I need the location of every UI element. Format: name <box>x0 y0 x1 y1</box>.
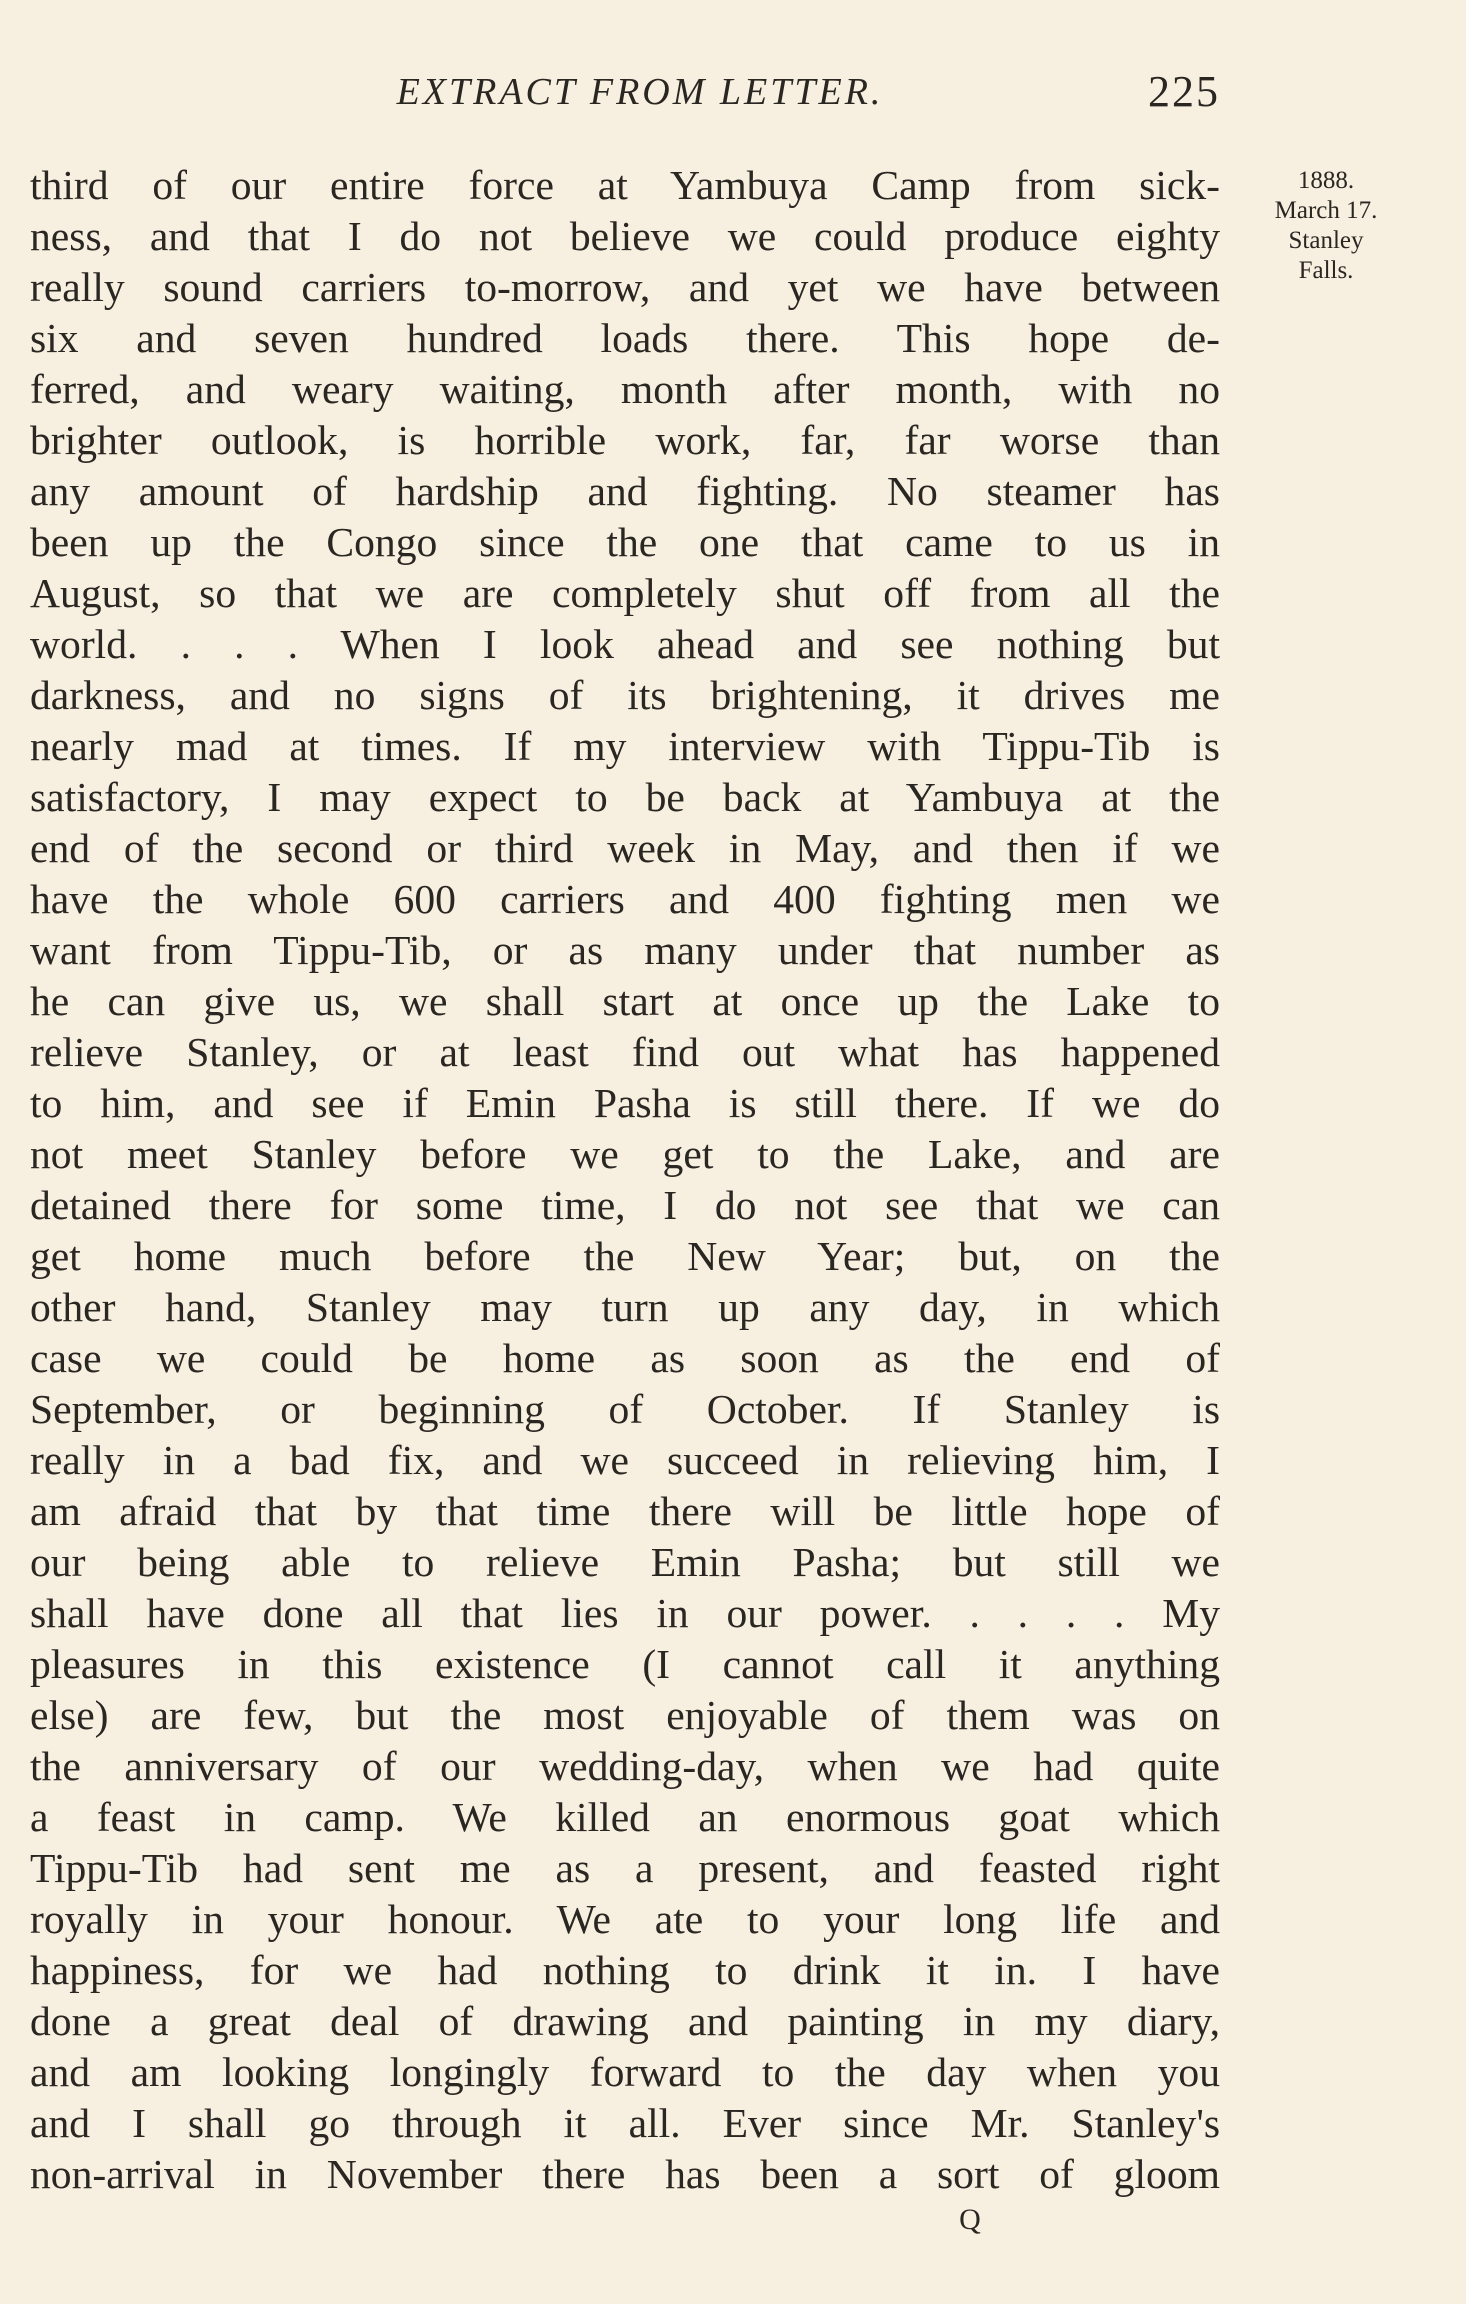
text-line: else) are few, but the most enjoyable of them was on <box>30 1692 1220 1738</box>
text-line: six and seven hundred loads there. This hope de- <box>30 315 1220 361</box>
text-line: to him, and see if Emin Pasha is still there. If we do <box>30 1080 1220 1126</box>
text-line: brighter outlook, is horrible work, far, far worse than <box>30 417 1220 463</box>
text-line: royally in your honour. We ate to your long life and <box>30 1896 1220 1942</box>
body-text <box>30 160 1220 2200</box>
text-line: really sound carriers to-morrow, and yet we have between <box>30 264 1220 310</box>
text-line: August, so that we are completely shut off from all the <box>30 570 1220 616</box>
page-number: 225 <box>1148 67 1220 116</box>
text-line: and I shall go through it all. Ever since Mr. Stanley's <box>30 2100 1220 2146</box>
text-line: and am looking longingly forward to the day when you <box>30 2049 1220 2095</box>
text-line: September, or beginning of October. If Stanley is <box>30 1386 1220 1432</box>
text-line: nearly mad at times. If my interview with Tippu-Tib is <box>30 723 1220 769</box>
running-title: EXTRACT FROM LETTER. <box>396 71 884 113</box>
signature-mark: Q <box>959 2203 981 2236</box>
text-line: third of our entire force at Yambuya Camp from sick- <box>30 162 1220 208</box>
text-line: relieve Stanley, or at least find out what has happened <box>30 1029 1220 1075</box>
text-line: done a great deal of drawing and painting in my diary, <box>30 1998 1220 2044</box>
text-line: other hand, Stanley may turn up any day, in which <box>30 1284 1220 1330</box>
text-line: really in a bad fix, and we succeed in relieving him, I <box>30 1437 1220 1483</box>
text-line: ferred, and weary waiting, month after month, with no <box>30 366 1220 412</box>
text-line: world. . . . When I look ahead and see nothing but <box>30 621 1220 667</box>
text-line: detained there for some time, I do not see that we can <box>30 1182 1220 1228</box>
sidenote-year: 1888. <box>1297 167 1355 194</box>
text-line: shall have done all that lies in our power. . . . . My <box>30 1590 1220 1636</box>
text-line: darkness, and no signs of its brightening, it drives me <box>30 672 1220 718</box>
text-line: Tippu-Tib had sent me as a present, and feasted right <box>30 1845 1220 1891</box>
text-line: get home much before the New Year; but, on the <box>30 1233 1220 1279</box>
text-line: satisfactory, I may expect to be back at Yambuya at the <box>30 774 1220 820</box>
text-line: happiness, for we had nothing to drink it in. I have <box>30 1947 1220 1993</box>
text-line: pleasures in this existence (I cannot call it anything <box>30 1641 1220 1687</box>
text-line: the anniversary of our wedding-day, when we had quite <box>30 1743 1220 1789</box>
sidenote-place-1: Stanley <box>1288 227 1364 254</box>
text-line: ness, and that I do not believe we could produce eighty <box>30 213 1220 259</box>
text-line: not meet Stanley before we get to the Lake, and are <box>30 1131 1220 1177</box>
text-line: want from Tippu-Tib, or as many under that number as <box>30 927 1220 973</box>
text-line: end of the second or third week in May, and then if we <box>30 825 1220 871</box>
text-line: our being able to relieve Emin Pasha; but still we <box>30 1539 1220 1585</box>
text-line: have the whole 600 carriers and 400 fighting men we <box>30 876 1220 922</box>
sidenote-date: March 17. <box>1274 197 1378 224</box>
sidenote-place-2: Falls. <box>1298 257 1354 284</box>
text-line: he can give us, we shall start at once up the Lake to <box>30 978 1220 1024</box>
text-line: am afraid that by that time there will be little hope of <box>30 1488 1220 1534</box>
text-line: non-arrival in November there has been a sort of gloom <box>30 2151 1220 2197</box>
margin-sidenote <box>1236 166 1416 286</box>
running-head <box>330 62 1220 122</box>
text-line: case we could be home as soon as the end of <box>30 1335 1220 1381</box>
text-line: a feast in camp. We killed an enormous goat which <box>30 1794 1220 1840</box>
text-line: any amount of hardship and fighting. No steamer has <box>30 468 1220 514</box>
text-line: been up the Congo since the one that came to us in <box>30 519 1220 565</box>
